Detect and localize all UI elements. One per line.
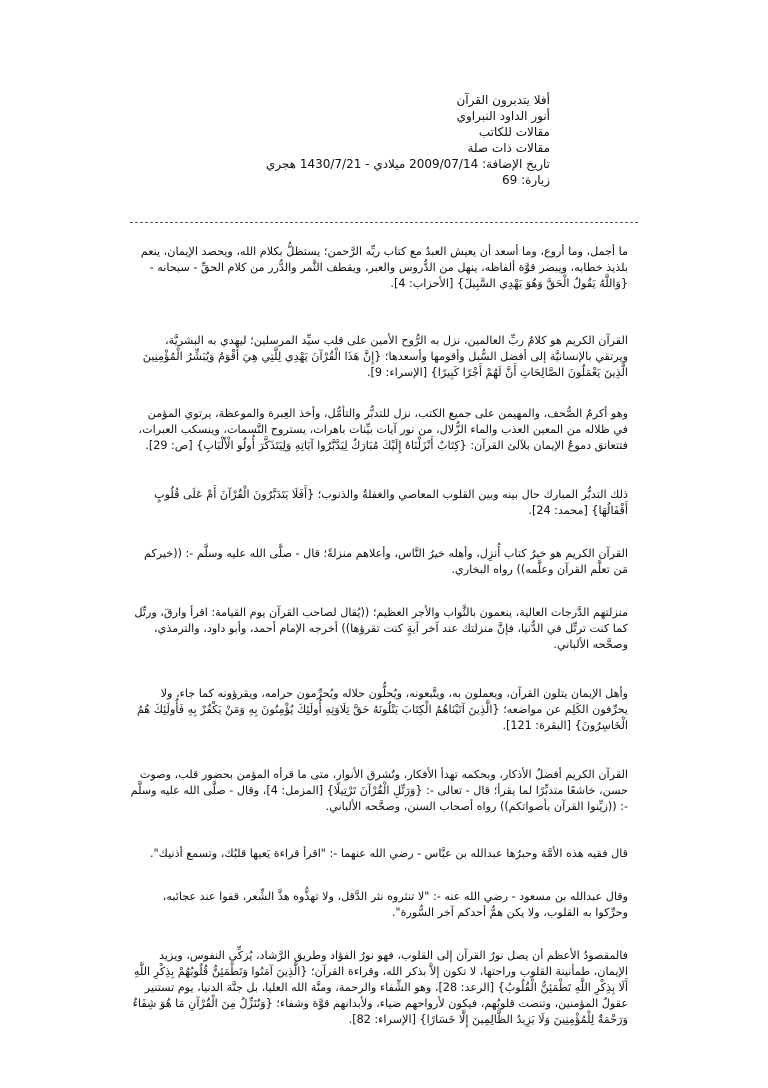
- paragraph: وقال عبدالله بن مسعود - رضي الله عنه -: "لا تنثروه نثر الدَّقل، ولا تهذُّوه هذَّ الشِّعر، قفوا عند عجائبه، وحرِّكوا به القلوب، ولا يكن همُّ أحدكم آخر السُّورة".: [162, 890, 628, 919]
- article-body: [130, 244, 628, 1055]
- paragraph: منزلتهم الدَّرجات العالية، ينعمون بالثَّواب والأجر العظيم؛ ((يُقال لصاحب القرآن يوم القيامة: اقرأ وارقَ، ورتِّل كما كنت ترتِّل في الدُّنيا، فإنَّ منزلتك عند آخر آيةٍ كنت تقرؤها)) أخرجه الإمام أحمد، وأبو داود، والترمذي، وصحَّحه الألباني.: [134, 606, 628, 651]
- paragraph: القرآن الكريم أفضلُ الأذكار، وبحكمه تهدأ الأفكار، وتُشرق الأنوار، متى ما قرأه المؤمن بحضور قلب، وصوت حسن، خاشعًا متدبِّرًا لما يقرأ؛ قال - تعالى -: {وَرَتِّلِ الْقُرْآنَ تَرْتِيلًا} [المزمل: 4]، وقال - صلَّى الله عليه وسلَّم -: ((زيِّنوا القرآن بأصواتكم)) رواه أصحاب السنن، وصحَّحه الألباني.: [130, 768, 628, 813]
- paragraph: القرآن الكريم هو خيرُ كتاب أُنزِل، وأهله خيرُ النَّاس، وأعلاهم منزلةً؛ قال - صلَّى الله عليه وسلَّم -: ((خيركم مَن تعلَّم القرآن وعلَّمه)) رواه البخاري.: [143, 547, 628, 576]
- paragraph: قال فقيه هذه الأمَّة وحبرُها عبدالله بن عبَّاس - رضي الله عنهما -: "اقرأ قراءة يَعيها قلبُك، وتسمع أذنيك".: [149, 847, 628, 860]
- article-title: أفلا يتدبرون القرآن: [456, 93, 550, 107]
- date-added: تاريخ الإضافة: 2009/07/14 ميلادي - 1430/7/21 هجري: [265, 157, 550, 171]
- dashed-divider: [130, 222, 638, 223]
- related-articles-label: مقالات ذات صلة: [467, 141, 550, 155]
- paragraph: وهو أكرمُ الصُّحف، والمهيمن على جميع الكتب، نزل للتدبُّر والتأمُّل، وأخذ العِبرة والموعظة، يرتوي المؤمن في ظلاله من المعين العذب والماء الزُّلال، من نور آيات بيِّنات باهرات، يستروح النَّسمات، وينسكب العبرات، فتتعانق دموعُ الإيمان بلآلئ القرآن: {كِتَابٌ أَنْزَلْنَاهُ إِلَيْكَ مُبَارَكٌ لِيَدَّبَّرُوا آيَاتِهِ وَلِيَتَذَكَّرَ أُولُو الْأَلْبَابِ} [ص: 29].: [138, 407, 628, 452]
- paragraph: وأهل الإيمان يتلون القرآن، ويعملون به، ويتَّبعونه، ويُحلُّون حلاله ويُحرِّمون حرامه، ويقرؤونه كما جاء، ولا يحرِّفون الكَلِم عن مواضعه؛ {الَّذِينَ آتَيْنَاهُمُ الْكِتَابَ يَتْلُونَهُ حَقَّ تِلَاوَتِهِ أُولَئِكَ يُؤْمِنُونَ بِهِ وَمَنْ يَكْفُرْ بِهِ فَأُولَئِكَ هُمُ الْخَاسِرُونَ} [البقرة: 121].: [136, 687, 628, 732]
- paragraph: القرآن الكريم هو كلامُ ربِّ العالمين، نزل به الرُّوح الأمين على قلب سيِّد المرسلين؛ ليهدي به البشريَّة، ويرتقي بالإنسانيَّة إلى أفضل السُّبل وأقومها وأسعدها؛ {إِنَّ هَذَا الْقُرْآنَ يَهْدِي لِلَّتِي هِيَ أَقْوَمُ وَيُبَشِّرُ الْمُؤْمِنِينَ الَّذِينَ يَعْمَلُونَ الصَّالِحَاتِ أَنَّ لَهُمْ أَجْرًا كَبِيرًا} [الإسراء: 9].: [142, 334, 628, 379]
- paragraph: ذلك التدبُّر المبارك حال بينه وبين القلوب المعاصي والغفلةُ والذنوب؛ {أَفَلَا يَتَدَبَّرُونَ الْقُرْآنَ أَمْ عَلَى قُلُوبٍ أَقْفَالُهَا} [محمد: 24].: [154, 488, 628, 517]
- article-author: أنور الداود النبراوي: [456, 109, 550, 123]
- paragraph: ما أجمل، وما أروع، وما أسعد أن يعيش العبدُ مع كتاب ربِّه الرَّحمن؛ يستظلُّ بكلام الله، ويحصد الإيمان، ينعم بلذيذ خطابه، ويبصر قوَّة ألفاظه، ينهل من الدُّروس والعبر، ويقطف الثَّمر والدُّرر من كلام الحقِّ - سبحانه - {وَاللَّهُ يَقُولُ الْحَقَّ وَهُوَ يَهْدِي السَّبِيلَ} [الأحزاب: 4].: [140, 245, 628, 290]
- visit-count: زيارة: 69: [501, 173, 550, 187]
- paragraph: فالمقصودُ الأعظم أن يصل نورُ القرآن إلى القلوب، فهو نورُ الفؤاد وطريق الرَّشاد، يُزكِّي النفوس، ويزيد الإيمان، طمأنينة القلوب وراحتها، لا تكون إلاَّ بذكر الله، وقراءة القرآن؛ {الَّذِينَ آمَنُوا وَتَطْمَئِنُّ قُلُوبُهُمْ بِذِكْرِ اللَّهِ أَلَا بِذِكْرِ اللَّهِ تَطْمَئِنُّ الْقُلُوبُ} [الرعد: 28]، وهو الشِّفاء والرحمة، ومنَّة الله العليا، بل جنَّة الدنيا، يوم تستنير عقولُ المؤمنين، وتنصت قلوبُهم، فيكون لأرواحهم ضياء، ولأبدانهم قوَّة وشفاء؛ {وَنُنَزِّلُ مِنَ الْقُرْآنِ مَا هُوَ شِفَاءٌ وَرَحْمَةٌ لِلْمُؤْمِنِينَ وَلَا يَزِيدُ الظَّالِمِينَ إِلَّا خَسَارًا} [الإسراء: 82].: [132, 949, 628, 1026]
- author-articles-label: مقالات للكاتب: [478, 125, 550, 139]
- article-header: [230, 92, 550, 188]
